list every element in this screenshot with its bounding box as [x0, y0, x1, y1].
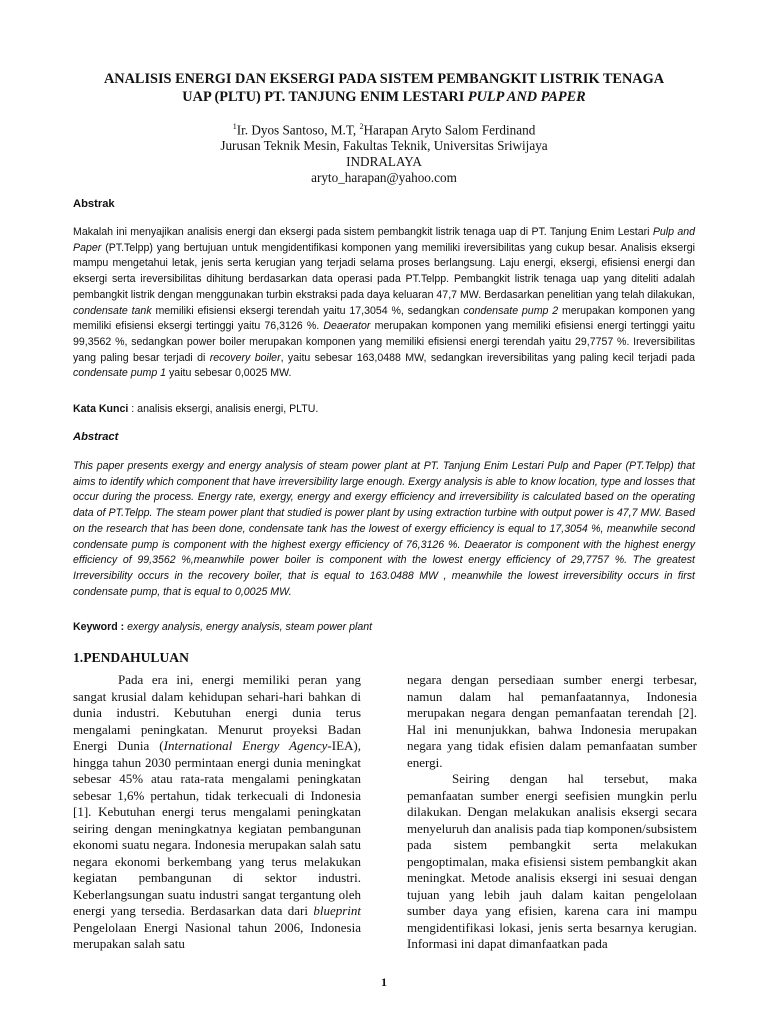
abstrak-text-part: (PT.Telpp) yang bertujuan untuk mengidentifikasi komponen yang memiliki ireversibilitas yang cukup besar. Analisis eksergi mampu mengetahui letak, jenis serta kerugian yang terjadi selama proses berlangsung. Laju energi, eksergi, efisiensi energi dan eksergi serta ireversibilitas dihitung berdasarkan data operasi pada PT.Telpp. Pembangkit listrik tenaga uap yang diteliti adalah pembangkit listrik dengan menggunakan turbin ekstraksi pada daya keluaran 47,7 MW. Berdasarkan penelitian yang telah dilakukan, — [73, 241, 695, 301]
abstrak-text-part: , yaitu sebesar 163,0488 MW, sedangkan ireversibilitas yang paling kecil terjadi pada — [280, 351, 695, 364]
author1-superscript: 1 — [232, 122, 237, 131]
abstrak-italic-term: Pulp and Paper — [73, 226, 695, 254]
abstract-heading: Abstract — [73, 431, 119, 443]
abstrak-italic-term: condensate pump 1 — [73, 367, 167, 380]
abstrak-text-part: merupakan komponen yang memiliki efisiensi energi tertinggi yaitu 99,3562 %, sedangkan power boiler merupakan komponen yang memiliki efisiensi energi terendah yaitu 29,7757 %. Ireversibilitas yang paling besar terjadi di — [73, 320, 695, 364]
abstract-text: This paper presents exergy and energy analysis of steam power plant at PT. Tanjung Enim Lestari Pulp and Paper (PT.Telpp) that aims to identify which component that have irreversibility large enough. Exergy analysis is able to know location, type and losses that occur during the process. Energy rate, exergy, energy and exergy efficiency and irreversibility is calculated based on the operating data of PT.Telpp. The steam power plant that studied is power plant by using extraction turbine with output power is 47,7 MW. Based on the research that has been done, condensate tank has the lowest of exergy efficiency is equal to 17,3054 %, meanwhile second condensate pump is component with the highest exergy efficiency of 76,3126 %. Deaerator is component with the highest energy efficiency of 99,3562 %,meanwhile power boiler is component with the lowest energy efficiency of 29,7757 %. The greatest Irreversibility occurs in the recovery boiler, that is equal to 163.0488 MW , meanwhile the lowest irreversibility occurs in first condensate pump, that is equal to 0,0025 MW. — [73, 460, 695, 598]
author-affiliation: Jurusan Teknik Mesin, Fakultas Teknik, Universitas Sriwijaya — [220, 138, 548, 154]
keyword-label: Keyword : — [73, 621, 128, 633]
kata-kunci-label: Kata Kunci — [73, 403, 129, 415]
keyword-text: exergy analysis, energy analysis, steam power plant — [127, 621, 373, 633]
author2-superscript: 2 — [359, 122, 364, 131]
body-paragraph: Seiring dengan hal tersebut, maka pemanfaatan sumber energi seefisien mungkin perlu dilakukan. Dengan melakukan analisis eksergi secara menyeluruh dan analisis pada tiap komponen/subsistem pada sistem pembangkit serta melakukan pengoptimalan, maka efisiensi sistem pembangkit akan meningkat. Metode analisis eksergi ini sesuai dengan tujuan yang lebih jauh dalam kaitan pengelolaan sumber daya yang efisien, karena cara ini mampu mengidentifikasi lokasi, jenis serta besarnya kerugian. Informasi ini dapat dimanfaatkan pada — [407, 771, 697, 951]
title-line-2-italic: PULP AND PAPER — [467, 89, 586, 105]
page-number: 1 — [381, 975, 387, 989]
body-paragraph: negara dengan persediaan sumber energi terbesar, namun dalam hal pemanfaatannya, Indonesia merupakan negara dengan pemanfaatan terendah [2]. Hal ini menunjukkan, bahwa Indonesia merupakan negara yang tidak efisien dalam pemanfaatan sumber energi. — [407, 672, 697, 770]
author-block — [60, 119, 708, 186]
abstrak-heading: Abstrak — [73, 198, 115, 210]
abstrak-italic-term: Deaerator — [323, 320, 371, 333]
body-italic-term: blueprint — [313, 903, 361, 918]
keyword-line — [73, 620, 695, 636]
author-names — [60, 119, 708, 138]
abstrak-italic-term: condensate tank — [73, 304, 152, 317]
author1-name: Ir. Dyos Santoso, M.T, — [236, 122, 360, 138]
body-text-part: Pada era ini, energi memiliki peran yang sangat krusial dalam kehidupan sehari-hari bahkan di dunia industri. Kebutuhan energi dunia terus mengalami peningkatan. Menurut proyeksi Badan Energi Dunia ( — [73, 672, 361, 753]
body-column-right — [407, 672, 697, 953]
abstrak-italic-term: recovery boiler — [209, 351, 281, 364]
kata-kunci — [73, 402, 695, 418]
author-email: aryto_harapan@yahoo.com — [311, 170, 457, 186]
paper-title — [60, 70, 708, 106]
title-line-2 — [60, 88, 708, 106]
abstrak-text — [73, 225, 695, 382]
abstrak-text-part: Makalah ini menyajikan analisis energi dan eksergi pada sistem pembangkit listrik tenaga uap di PT. Tanjung Enim Lestari — [73, 226, 653, 238]
body-text-part: Pengelolaan Energi Nasional tahun 2006, Indonesia merupakan salah satu — [73, 919, 361, 951]
abstrak-italic-term: condensate pump 2 — [463, 304, 559, 317]
author2-name: Harapan Aryto Salom Ferdinand — [363, 122, 536, 138]
body-column-left — [73, 672, 361, 953]
section-heading-pendahuluan: 1.PENDAHULUAN — [73, 650, 189, 665]
author-city: INDRALAYA — [346, 154, 422, 170]
abstrak-text-part: memiliki efisiensi eksergi terendah yaitu 17,3054 %, sedangkan — [151, 304, 464, 317]
body-italic-term: International Energy Agency — [163, 738, 328, 753]
title-line-1: ANALISIS ENERGI DAN EKSERGI PADA SISTEM PEMBANGKIT LISTRIK TENAGA — [103, 71, 665, 87]
abstrak-text-part: merupakan komponen yang memiliki efisiensi eksergi tertinggi yaitu 76,3126 %. — [73, 304, 696, 333]
kata-kunci-text: : analisis eksergi, analisis energi, PLTU. — [128, 403, 319, 415]
title-line-2-text: UAP (PLTU) PT. TANJUNG ENIM LESTARI — [182, 89, 468, 105]
body-text-part: -IEA), hingga tahun 2030 permintaan energi dunia meningkat sebesar 45% atau rata-rata mengalami peningkatan sebesar 1,6% pertahun, tidak terkecuali di Indonesia [1]. Kebutuhan energi terus mengalami peningkatan seiring dengan meningkatnya kegiatan pembangunan ekonomi suatu negara. Indonesia merupakan salah satu negara ekonomi berkembang yang terus melakukan kegiatan pembangunan di sektor industri. Keberlangsungan suatu industri sangat tergantung oleh energi yang tersedia. Berdasarkan data dari — [73, 738, 361, 918]
abstrak-text-part: yaitu sebesar 0,0025 MW. — [166, 367, 292, 380]
